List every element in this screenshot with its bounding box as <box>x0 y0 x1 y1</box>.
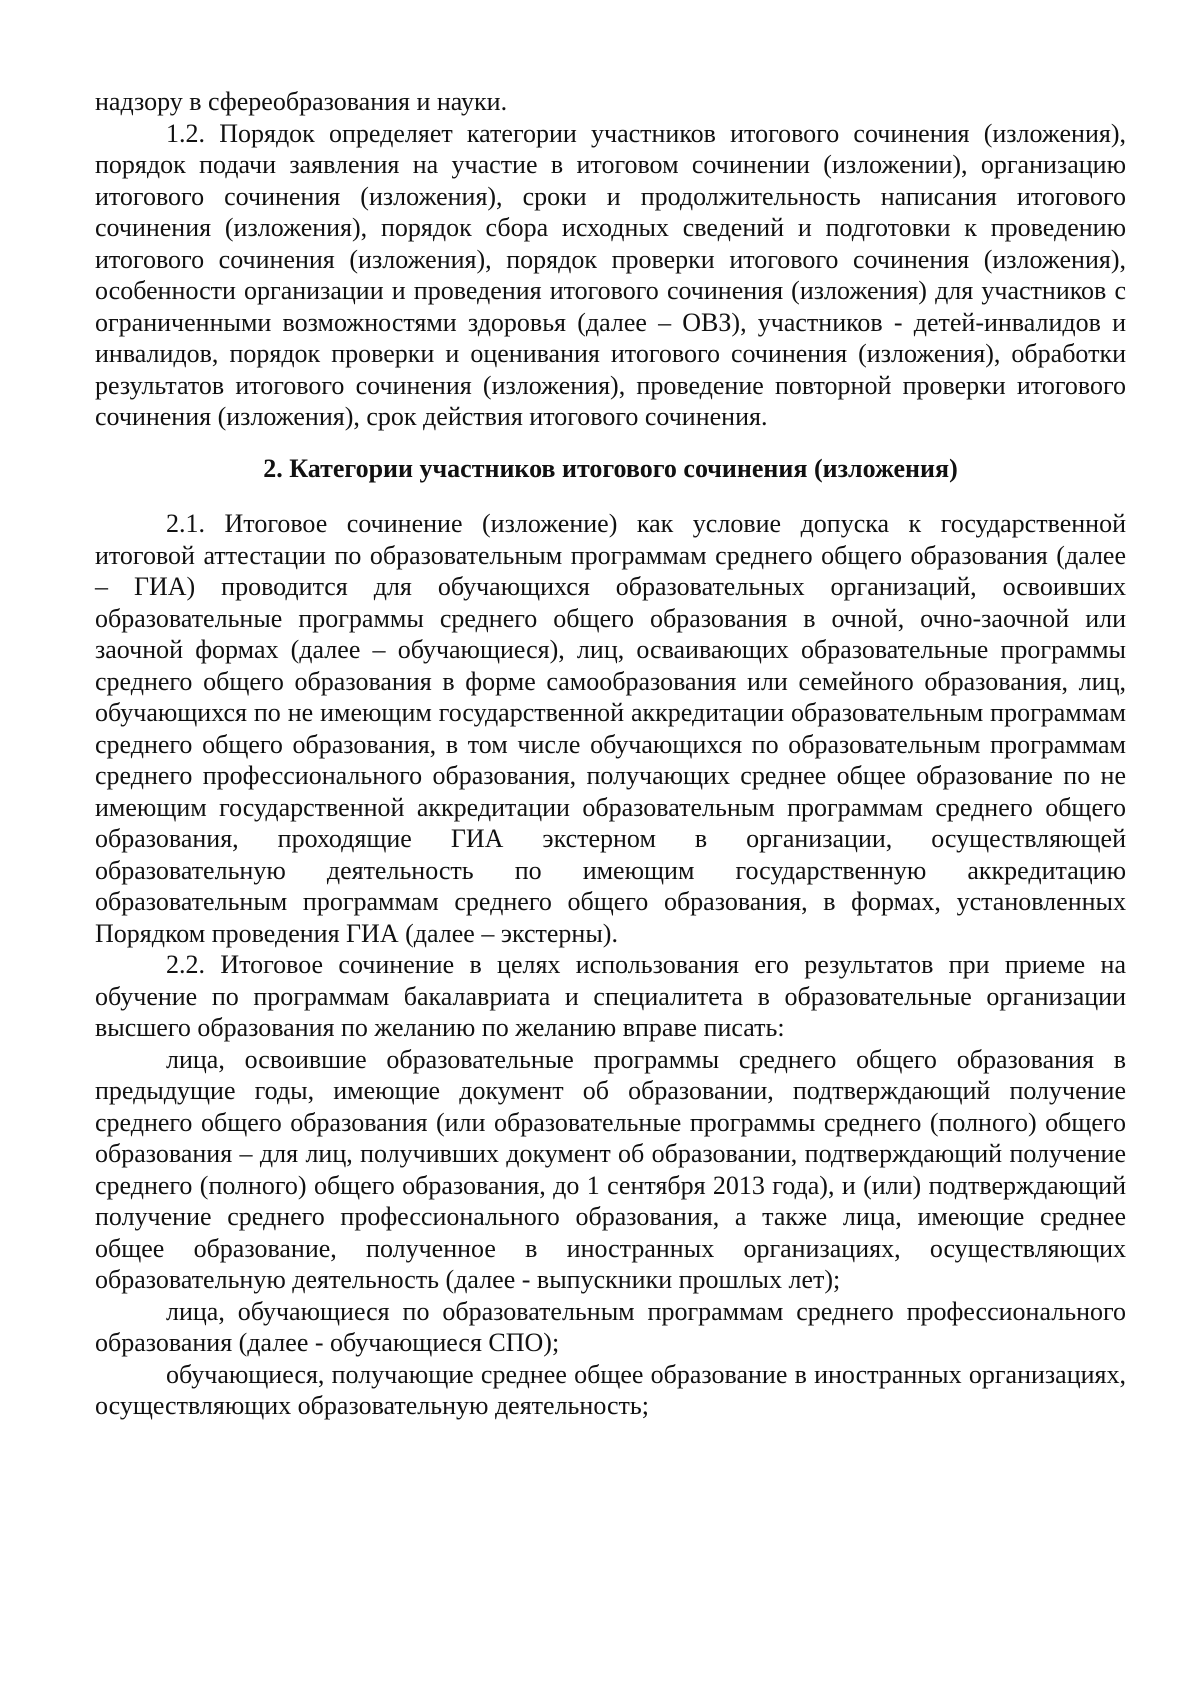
document-page <box>95 86 1126 1422</box>
paragraph: 2.2. Итоговое сочинение в целях использования его результатов при приеме на обучение по программам бакалавриата и специалитета в образовательные организации высшего образования по желанию по желанию вправе писать: <box>95 950 1126 1042</box>
paragraph: надзору в сфереобразования и науки. <box>95 87 508 116</box>
paragraph: обучающиеся, получающие среднее общее образование в иностранных организациях, осуществляющих образовательную деятельность; <box>95 1359 1126 1420</box>
section-heading: 2. Категории участников итогового сочинения (изложения) <box>263 453 958 483</box>
paragraph: лица, освоившие образовательные программы среднего общего образования в предыдущие годы, имеющие документ об образовании, подтверждающий получение среднего общего образования (или образовательные программы среднего (полного) общего образования – для лиц, получивших документ об образовании, подтверждающий получение среднего (полного) общего образования, до 1 сентября 2013 года), и (или) подтверждающий получение среднего профессионального образования, а также лица, имеющие среднее общее образование, полученное в иностранных организациях, осуществляющих образовательную деятельность (далее - выпускники прошлых лет); <box>95 1044 1126 1294</box>
paragraph: 2.1. Итоговое сочинение (изложение) как условие допуска к государственной итоговой аттестации по образовательным программам среднего общего образования (далее – ГИА) проводится для обучающихся образовательных организаций, освоивших образовательные программы среднего общего образования в очной, очно-заочной или заочной формах (далее – обучающиеся), лиц, осваивающих образовательные программы среднего общего образования в форме самообразования или семейного образования, лиц, обучающихся по не имеющим государственной аккредитации образовательным программам среднего общего образования, в том числе обучающихся по образовательным программам среднего профессионального образования, получающих среднее общее образование по не имеющим государственной аккредитации образовательным программам среднего общего образования, проходящие ГИА экстерном в организации, осуществляющей образовательную деятельность по имеющим государственную аккредитацию образовательным программам среднего общего образования, в формах, установленных Порядком проведения ГИА (далее – экстерны). <box>95 509 1126 948</box>
paragraph: лица, обучающиеся по образовательным программам среднего профессионального образования (далее - обучающиеся СПО); <box>95 1296 1126 1357</box>
paragraph: 1.2. Порядок определяет категории участников итогового сочинения (изложения), порядок подачи заявления на участие в итоговом сочинении (изложении), организацию итогового сочинения (изложения), сроки и продолжительность написания итогового сочинения (изложения), порядок сбора исходных сведений и подготовки к проведению итогового сочинения (изложения), порядок проверки итогового сочинения (изложения), особенности организации и проведения итогового сочинения (изложения) для участников с ограниченными возможностями здоровья (далее – ОВЗ), участников - детей-инвалидов и инвалидов, порядок проверки и оценивания итогового сочинения (изложения), обработки результатов итогового сочинения (изложения), проведение повторной проверки итогового сочинения (изложения), срок действия итогового сочинения. <box>95 118 1126 431</box>
